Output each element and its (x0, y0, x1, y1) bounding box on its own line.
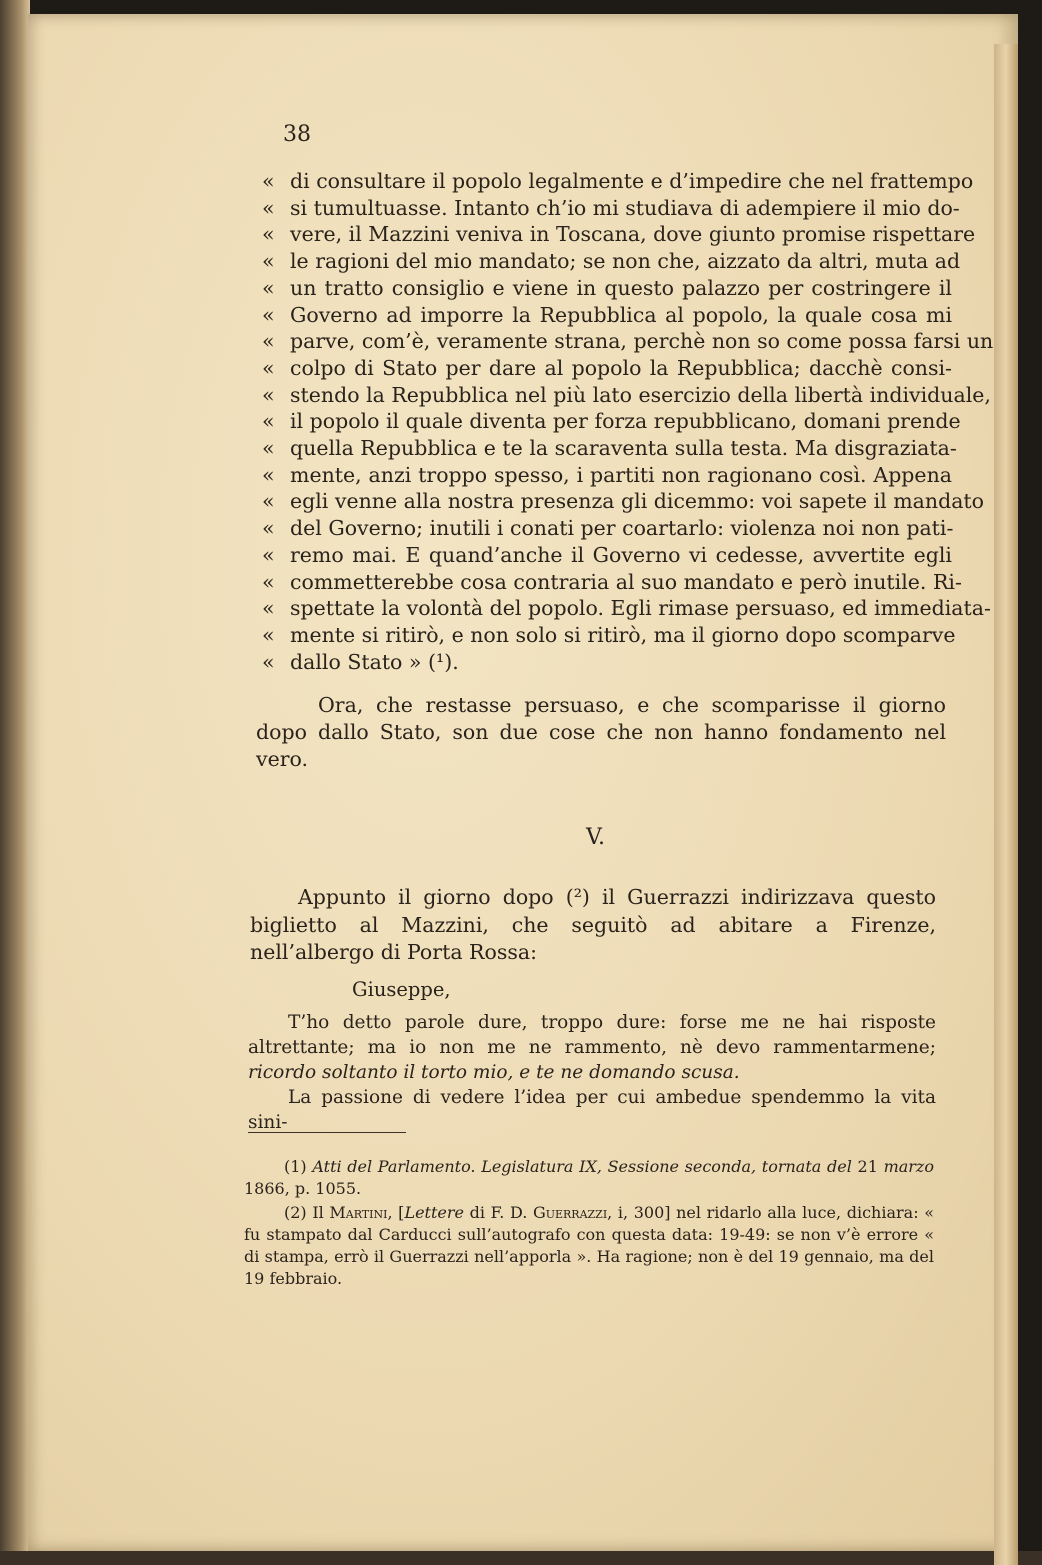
quote-line (262, 248, 961, 275)
quote-line-text: le ragioni del mio mandato; se non che, aizzato da altri, muta ad (290, 249, 961, 274)
quote-line (262, 382, 991, 409)
quote-line (262, 355, 952, 382)
quote-mark: « (262, 436, 275, 461)
quote-line (262, 462, 952, 489)
quote-line (262, 488, 984, 515)
quote-line (262, 302, 952, 329)
letter-body (248, 1010, 936, 1135)
quote-line (262, 515, 952, 542)
quote-mark: « (262, 489, 275, 514)
quote-mark: « (262, 275, 275, 300)
quote-mark: « (262, 249, 275, 274)
quote-line-text: del Governo; inutili i conati per coartarlo: violenza noi non pati- (290, 516, 954, 541)
quote-mark: « (262, 195, 275, 220)
quote-line-text: remo mai. E quand’anche il Governo vi cedesse, avvertite egli (290, 542, 952, 567)
footnote-2: (2) Il Martini, [Lettere di F. D. Guerrazzi, i, 300] nel ridarlo alla luce, dichiara: « fu stampato dal Carducci sull’autografo con questa data: 19-49: se non v’è errore « di stampa, errò il Guerrazzi nell’apporla ». Ha ragione; non è del 19 gennaio, ma del 19 febbraio. (244, 1203, 935, 1288)
quote-line-text: commetterebbe cosa contraria al suo mandato e però inutile. Ri- (290, 569, 962, 594)
quote-line-text: un tratto consiglio e viene in questo palazzo per costringere il (290, 275, 952, 300)
quote-line-text: mente si ritirò, e non solo si ritirò, ma il giorno dopo scomparve (290, 622, 956, 647)
quote-line-text: dallo Stato » (¹). (290, 649, 459, 674)
quote-line (262, 408, 961, 435)
quote-line-text: quella Repubblica e te la scaraventa sulla testa. Ma disgraziata- (290, 436, 957, 461)
quote-line (262, 435, 957, 462)
quote-line-text: si tumultuasse. Intanto ch’io mi studiava di adempiere il mio do- (290, 195, 960, 220)
quote-line-text: stendo la Repubblica nel più lato esercizio della libertà individuale, (290, 382, 991, 407)
quoted-speech (262, 168, 994, 675)
quote-line (262, 221, 976, 248)
quote-line-text: spettate la volontà del popolo. Egli rimase persuaso, ed immediata- (290, 596, 991, 621)
quote-mark: « (262, 382, 275, 407)
quote-line-text: mente, anzi troppo spesso, i partiti non ragionano così. Appena (290, 462, 952, 487)
quote-line-text: di consultare il popolo legalmente e d’impedire che nel frattempo (290, 169, 974, 193)
quote-line-text: egli venne alla nostra presenza gli dicemmo: voi sapete il mandato (290, 489, 984, 514)
quote-line-text: il popolo il quale diventa per forza repubblicano, domani prende (290, 409, 961, 434)
quote-mark: « (262, 329, 275, 354)
quote-mark: « (262, 302, 275, 327)
quote-line (262, 649, 952, 676)
quote-line (262, 195, 960, 222)
paragraph-intro-letter: Appunto il giorno dopo (²) il Guerrazzi indirizzava questo biglietto al Mazzini, che seguitò ad abitare a Firenze, nell’albergo di Porta Rossa: (250, 885, 936, 964)
letter-paragraph: T’ho detto parole dure, troppo dure: forse me ne hai risposte altrettante; ma io non me ne rammento, nè devo rammentarmene; ricordo soltanto il torto mio, e te ne domando scusa. (248, 1012, 936, 1083)
page-number: 38 (283, 122, 311, 147)
quote-line (262, 275, 952, 302)
quote-mark: « (262, 569, 275, 594)
quote-line-text: vere, il Mazzini veniva in Toscana, dove giunto promise rispettare (290, 222, 976, 247)
footnotes (244, 1156, 934, 1292)
quote-line (262, 595, 991, 622)
next-page-edge (994, 44, 1018, 1565)
quote-line (262, 542, 952, 569)
quote-line (262, 328, 994, 355)
quote-line (262, 622, 956, 649)
quote-mark: « (262, 649, 275, 674)
section-heading: V. (586, 825, 606, 850)
footnote-divider (248, 1132, 406, 1133)
quote-mark: « (262, 596, 275, 621)
quote-mark: « (262, 622, 275, 647)
quote-mark: « (262, 516, 275, 541)
letter-salutation: Giuseppe, (352, 978, 451, 1001)
letter-paragraph: La passione di vedere l’idea per cui ambedue spendemmo la vita sini- (248, 1087, 936, 1133)
binding-gutter (0, 0, 30, 1551)
italic-text: ricordo soltanto il torto mio, e te ne domando scusa. (248, 1062, 740, 1083)
quote-mark: « (262, 355, 275, 380)
quote-mark: « (262, 409, 275, 434)
quote-line-text: colpo di Stato per dare al popolo la Repubblica; dacchè consi- (290, 355, 952, 380)
quote-mark: « (262, 169, 275, 193)
quote-mark: « (262, 222, 275, 247)
quote-line-text: parve, com’è, veramente strana, perchè non so come possa farsi un (290, 329, 994, 354)
paragraph-comment: Ora, che restasse persuaso, e che scomparisse il giorno dopo dallo Stato, son due cose che non hanno fondamento nel vero. (256, 693, 946, 771)
quote-line-text: Governo ad imporre la Repubblica al popolo, la quale cosa mi (290, 302, 952, 327)
quote-mark: « (262, 542, 275, 567)
footnote-1: (1) Atti del Parlamento. Legislatura IX, Sessione seconda, tornata del 21 marzo 1866, p. 1055. (244, 1157, 934, 1198)
quote-mark: « (262, 462, 275, 487)
quote-line (262, 168, 974, 195)
quote-line (262, 569, 962, 596)
